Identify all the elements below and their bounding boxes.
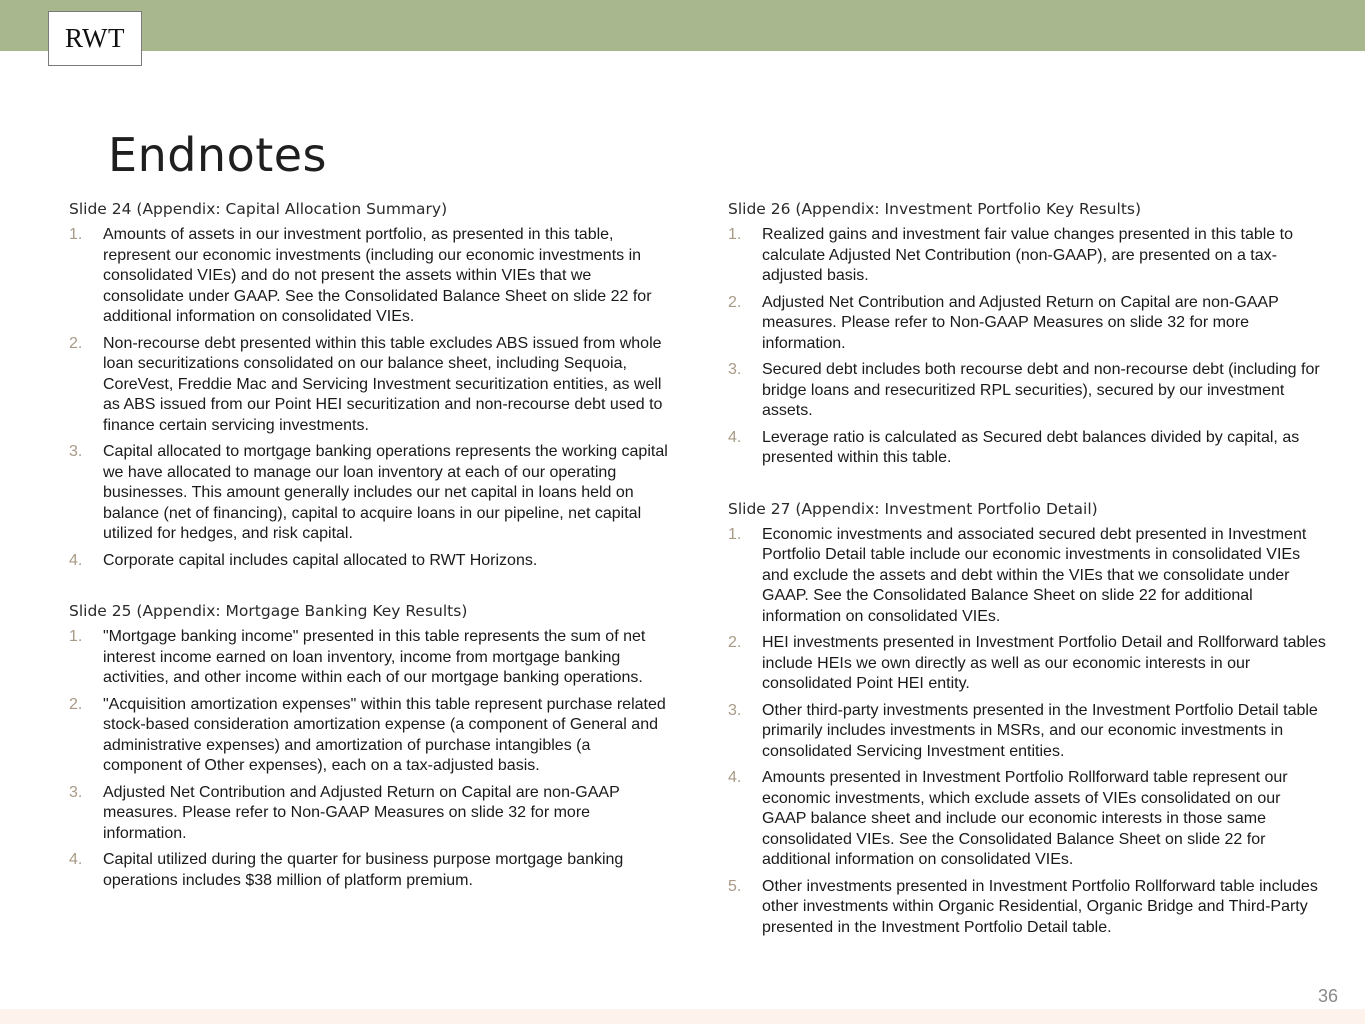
endnote-number: 2. [69, 334, 83, 352]
right-column [728, 199, 1328, 960]
endnote-item [728, 525, 1328, 628]
endnote-number: 2. [69, 695, 83, 713]
endnote-text: HEI investments presented in Investment Portfolio Detail and Rollforward tables include HEIs we own directly as well as our economic interests in our consolidated Point HEI entity. [762, 634, 1326, 692]
endnote-number: 4. [728, 769, 742, 786]
endnote-item [69, 334, 669, 437]
endnote-number: 3. [728, 361, 742, 378]
endnote-text: Realized gains and investment fair value changes presented in this table to calculate Adjusted Net Contribution (non-GAAP), are presented on a tax-adjusted basis. [762, 226, 1293, 284]
endnote-number: 1. [69, 226, 83, 243]
endnote-text: Non-recourse debt presented within this table excludes ABS issued from whole loan securitizations consolidated on our balance sheet, including Sequoia, CoreVest, Freddie Mac and Servicing Investment securitization entities, as well as ABS issued from our Point HEI securitization and non-recourse debt used to finance certain servicing investments. [103, 334, 663, 434]
endnote-text: Capital utilized during the quarter for business purpose mortgage banking operations includes $38 million of platform premium. [103, 851, 624, 889]
endnote-item [69, 850, 669, 891]
section-heading: Slide 24 (Appendix: Capital Allocation Summary) [69, 200, 448, 218]
endnote-text: Adjusted Net Contribution and Adjusted Return on Capital are non-GAAP measures. Please refer to Non-GAAP Measures on slide 32 for more information. [103, 783, 620, 842]
endnote-item [728, 293, 1328, 355]
endnote-item [69, 442, 669, 545]
endnote-number: 2. [728, 634, 742, 651]
endnote-number: 5. [728, 877, 742, 895]
header-band [0, 0, 1365, 51]
section-heading: Slide 27 (Appendix: Investment Portfolio Detail) [728, 499, 1098, 518]
endnote-number: 2. [728, 293, 742, 311]
section-heading: Slide 26 (Appendix: Investment Portfolio Key Results) [728, 200, 1142, 218]
endnote-item [728, 360, 1328, 422]
endnote-text: Adjusted Net Contribution and Adjusted Return on Capital are non-GAAP measures. Please refer to Non-GAAP Measures on slide 32 for more information. [762, 293, 1279, 352]
page-number: 36 [1317, 986, 1338, 1006]
endnote-text: Amounts of assets in our investment portfolio, as presented in this table, represent our economic investments (including our economic investments in consolidated VIEs) and do not present the assets within VIEs that we consolidate under GAAP. See the Consolidated Balance Sheet on slide 22 for additional information on consolidated VIEs. [103, 226, 652, 325]
endnote-text: Economic investments and associated secured debt presented in Investment Portfolio Detail table include our economic investments in consolidated VIEs and exclude the assets and debt within the VIEs that we consolidate under GAAP. See the Consolidated Balance Sheet on slide 22 for additional information on consolidated VIEs. [762, 525, 1307, 625]
section-slide-27 [728, 499, 1328, 939]
endnote-text: "Acquisition amortization expenses" within this table represent purchase related stock-based consideration amortization expense (a component of General and administrative expenses) and amortization of purchase intangibles (a component of Other expenses), each on a tax-adjusted basis. [103, 695, 666, 774]
logo-text: RWT [65, 23, 125, 53]
endnote-item [728, 701, 1328, 763]
endnote-item [728, 428, 1328, 469]
endnote-text: Corporate capital includes capital allocated to RWT Horizons. [103, 551, 538, 569]
endnote-text: "Mortgage banking income" presented in this table represents the sum of net interest income earned on loan inventory, income from mortgage banking activities, and other income within each of our mortgage banking operations. [103, 628, 646, 686]
endnote-number: 1. [728, 226, 742, 243]
endnote-item [728, 877, 1328, 939]
endnote-text: Other investments presented in Investment Portfolio Rollforward table includes other investments within Organic Residential, Organic Bridge and Third-Party presented in the Investment Portfolio Detail table. [762, 877, 1318, 936]
endnote-number: 3. [69, 783, 83, 801]
endnote-text: Other third-party investments presented in the Investment Portfolio Detail table primarily includes investments in MSRs, and our economic investments in consolidated Servicing Investment entities. [762, 701, 1318, 760]
section-slide-25 [69, 601, 669, 891]
endnote-item [69, 225, 669, 328]
page-title: Endnotes [108, 128, 328, 182]
endnote-item [69, 627, 669, 689]
endnote-number: 4. [69, 551, 83, 569]
endnote-item [69, 783, 669, 845]
endnote-item [69, 551, 669, 572]
endnote-number: 1. [69, 628, 83, 645]
endnote-number: 3. [728, 701, 742, 719]
endnote-text: Secured debt includes both recourse debt and non-recourse debt (including for bridge loans and resecuritized RPL securities), secured by our investment assets. [762, 361, 1320, 419]
section-slide-26 [728, 199, 1328, 469]
left-column [69, 199, 669, 913]
endnote-item [728, 768, 1328, 871]
company-logo [48, 11, 142, 66]
endnote-number: 4. [69, 851, 83, 868]
section-heading: Slide 25 (Appendix: Mortgage Banking Key Results) [69, 602, 468, 620]
footer-band [0, 1009, 1365, 1024]
endnote-text: Amounts presented in Investment Portfolio Rollforward table represent our economic investments, which exclude assets of VIEs consolidated on our GAAP balance sheet and include our economic interests in those same consolidated VIEs. See the Consolidated Balance Sheet on slide 22 for additional information on consolidated VIEs. [762, 769, 1288, 868]
endnote-text: Leverage ratio is calculated as Secured debt balances divided by capital, as presented within this table. [762, 428, 1300, 466]
endnote-number: 3. [69, 443, 83, 460]
endnote-item [69, 695, 669, 777]
endnote-number: 1. [728, 525, 742, 543]
section-slide-24 [69, 199, 669, 571]
endnote-item [728, 225, 1328, 287]
endnote-item [728, 633, 1328, 695]
endnote-number: 4. [728, 428, 742, 446]
endnote-text: Capital allocated to mortgage banking operations represents the working capital we have allocated to manage our loan inventory at each of our operating businesses. This amount generally includes our net capital in loans held on balance (net of financing), capital to acquire loans in our pipeline, net capital utilized for hedges, and risk capital. [103, 443, 668, 542]
